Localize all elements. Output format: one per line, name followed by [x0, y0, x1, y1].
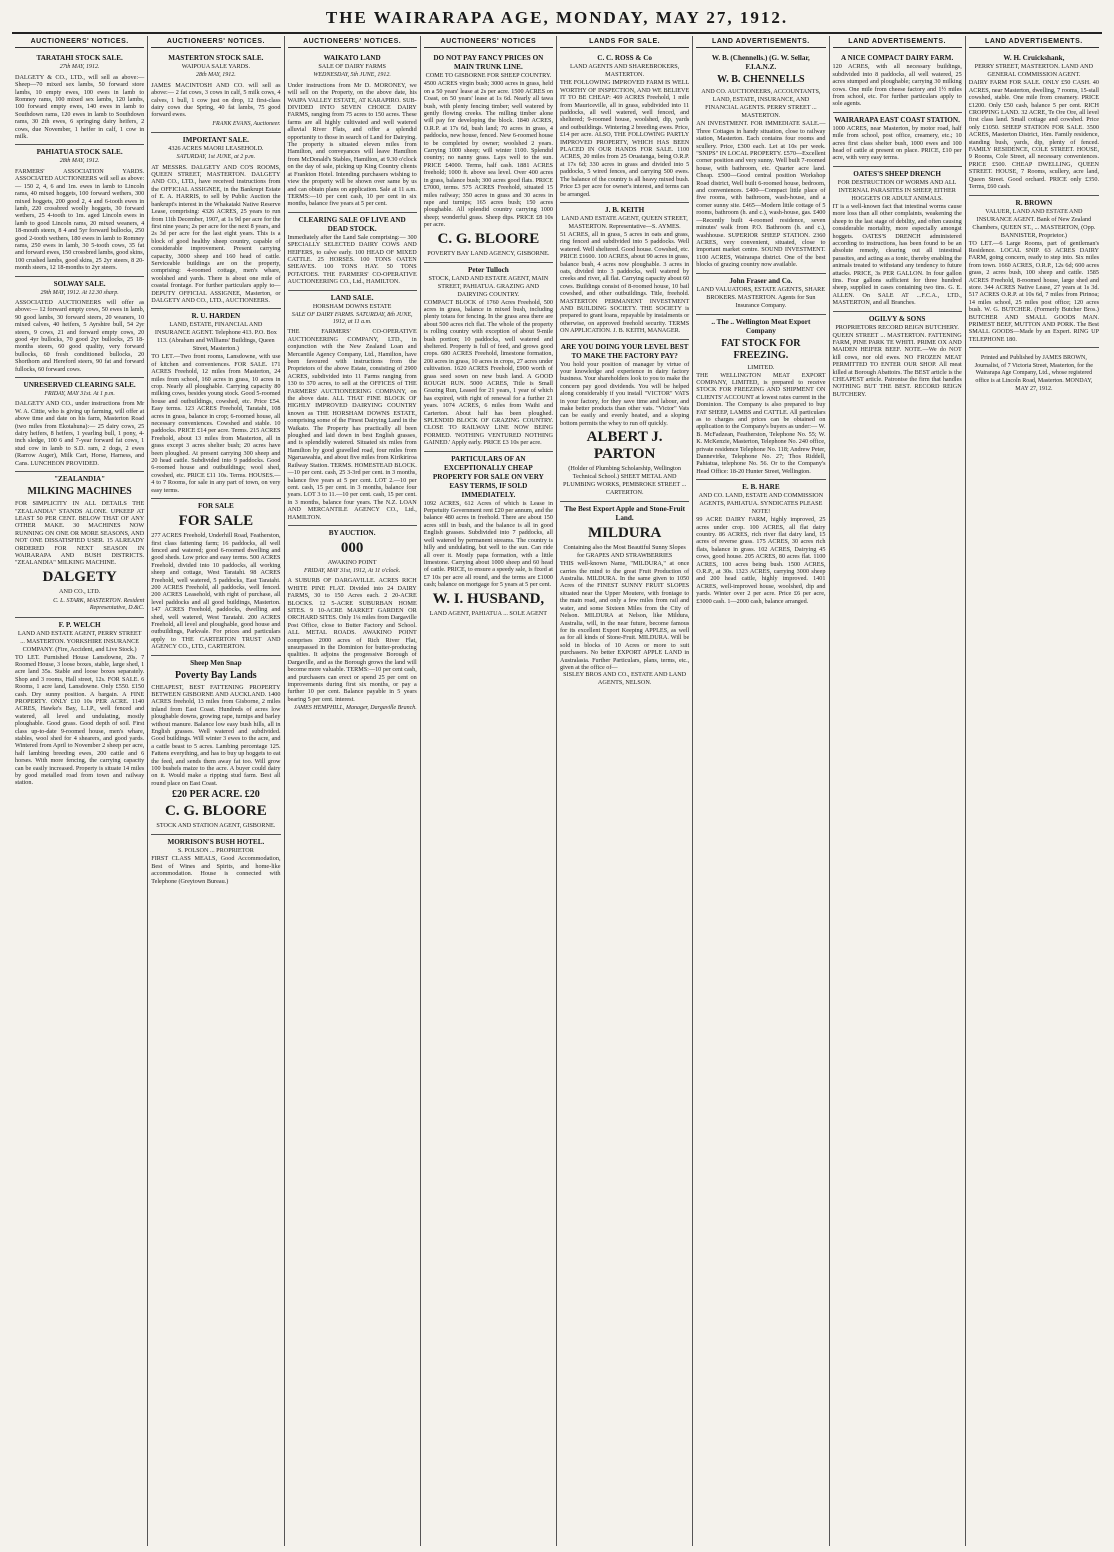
ad-subtitle: AND CO. LAND, ESTATE AND COMMISSION AGENTS, PAHIATUA. SYNDICATES PLEASE NOTE! [698, 492, 824, 516]
ad-title: TARATAHI STOCK SALE. [36, 54, 123, 63]
ad-firm-subtitle: SISLEY BROS AND CO., ESTATE AND LAND AGENTS, NELSON. [563, 671, 687, 687]
ad-title: R. U. HARDEN [191, 312, 241, 321]
ad-title: E. B. HARE [742, 483, 780, 492]
ad-body-text: AN INVESTMENT. FOR IMMEDIATE SALE.—Three Cottages in handy situation, close to railway station, Masterton. Each contains four rooms and scullery. Price, £300 each. Let at 10s per week. "SNIPS" IN LOCAL PROPERTY. £570—Excellent corner position and very sunny. Well built 7-roomed house, with bathroom, etc. Quarter acre land. Cheap. £500—Good central position Workshop Road district, Well built 6-roomed house, bedroom, and conveniences. £400—Compact little place of five rooms, with bathroom, wash-house, and a corner sunny site. £465—Modern little cottage of 5 rooms, bathroom (h. and c.), wash-house, gas. £400—Recently built 4-roomed residence, seven minutes' walk from P.O. Bathroom (h. and c.), washhouse. SUPERIOR SHEEP STATION. 2360 ACRES, very convenient, situated, close to important market centre. SOUND INVESTMENT. 1100 ACRES, Wairarapa district. One of the best blocks of grazing country now available. [696, 120, 826, 269]
ad-display-heading: 000 [340, 539, 364, 556]
ad-body-text: QUEEN STREET ... MASTERTON. FATTENING FARM, PINE PARK TE WHITI. PRIME OX AND MAIDEN HEIFER BEEF. NOTE.—We do NOT kill cows, nor old ewes. NO FROZEN MEAT PERMITTED TO ENTER OUR SHOP. All meat killed at Borough Abattoirs. The BEST article is the CHEAPEST article. Patronise the firm that handles NOTHING BUT THE BEST. RECORD REIGN BUTCHERY. [832, 331, 962, 398]
ad-body-text: 99 ACRE DAIRY FARM, highly improved, 25 acres under crop. 100 ACRES, all flat dairy country. 86 ACRES, rich river flat dairy land, 15 acres of reverse grass. 175 ACRES, 30 acres rich flats, balance in grass. 102 ACRES, Dairying 45 cows, good house. 205 ACRES, 80 acres flat. 1100 ACRES, 100 acres being bush. 1500 ACRES, O.R.P., at 30s. 1323 ACRES, carrying 3000 sheep and 200 head cattle, highly improved. 1401 ACRES, well-improved house, woolshed, dip and yards. Winter over 2 per acre. Price £6 per acre, £3000 cash. 1—2000 cash, balance arranged. [696, 516, 826, 605]
ad-date: 28th MAY, 1912. [59, 158, 100, 165]
ad-body-text: FIRST CLASS MEALS, Good Accommodation, Best of Wines and Spirits, and home-like accommodation. House is connected with Telephone (Greytown Bureau.) [151, 855, 281, 885]
advertisement [696, 315, 825, 481]
ad-subtitle: LAND, ESTATE, FINANCIAL AND INSURANCE AGENT. Telephone 413. P.O. Box 113. (Abraham and Williams' Buildings, Queen Street, Masterton.) [154, 321, 277, 353]
ad-title: W. H. Cruickshank, [1003, 54, 1065, 63]
ad-subtitle: 4326 ACRES MAORI LEASEHOLD. [168, 145, 264, 153]
column-heading: LANDS FOR SALE. [560, 36, 689, 48]
ad-title: A NICE COMPACT DAIRY FARM. [840, 54, 954, 63]
advertisement [288, 213, 417, 291]
ad-body-text: THE FARMERS' CO-OPERATIVE AUCTIONEERING COMPANY, LTD., in conjunction with the New Zealand Loan and Mercantile Agency Company, Ltd., Hamilton, have been favoured with instructions from the Proprietors of the above Estate, consisting of 2900 ACRES, subdivided into 11 Farms ranging from 130 to 370 acres, to sell at the OFFICES of THE FARMERS' AUCTIONEERING COMPANY, on the above date. ALL THAT FINE BLOCK OF HIGHLY IMPROVED DAIRYING COUNTRY known as THE HORSHAM DOWNS ESTATE, comprising some of the Finest Dairying Land in the Waikato. The Property has practically all been ploughed and laid down in best English grasses, and is splendidly watered. Situated six miles from Hamilton by good gravelled road, four miles from Ngaruawahia, and about five miles from Kirikiriroa Railway Station. TERMS. HOMESTEAD BLOCK.—10 per cent. cash, 25 3-3rd per cent. in 3 months, balance five years at 5 per cent. LOT 2.—10 per cent. cash, 15 per cent. in 3 months, balance four years. LOT 3 to 11.—10 per cent. cash, 15 per cent. in 3 months, balance four years. The N.Z. LOAN AND MERCANTILE AGENCY CO., Ltd., HAMILTON. [287, 328, 417, 521]
ad-title: WAIRARAPA EAST COAST STATION. [834, 115, 960, 124]
ad-firm-subtitle: STOCK AND STATION AGENT, GISBORNE. [156, 822, 276, 830]
column-heading: LAND ADVERTISEMENTS. [696, 36, 825, 48]
ad-title: "ZEALANDIA" [54, 475, 106, 484]
ad-subtitle: FOR DESTRUCTION OF WORMS AND ALL INTERNAL PARASITES IN SHEEP, EITHER HOGGETS OR ADULT ANIMALS. [837, 178, 957, 202]
ad-body-text: TO LET. Furnished House Lansdowne, 20s. 7 Roomed House, 3 loose boxes, stable, large shed, 1 acre land 35s. Stable and loose boxes separately. Shop and 3 rooms, Hall street, 12s. FOR SALE. 6 Rooms, 1 acre land, Lansdowne. Only £550. £150 cash. Dry sunny position. A bargain. A FINE PROPERTY. ONLY £10 10s PER ACRE. 1140 ACRES, Hawke's Bay, L.I.P., well fenced and watered, all level and undulating, mostly ploughable. Good grass. Good depth of soil. First class up-to-date 9-roomed house, men's whare, stables, wool shed for 4 shearers, and good yards. Wintered from April to November 2 sheep per acre, half lambing breeding ewes, 200 cattle and 6 horses. With more fencing, the carrying capacity can be easily increased. Property is situate 14 miles by good metalled road from town and railway station. [15, 653, 145, 787]
ad-subtitle: S. POLSON ... PROPRIETOR [177, 847, 254, 855]
ad-subtitle: WAIPOUA SALE YARDS. [181, 63, 251, 71]
ad-title: SOLWAY SALE. [53, 279, 106, 288]
ad-title: MORRISON'S BUSH HOTEL. [167, 838, 265, 847]
advertisement [288, 291, 417, 526]
ad-title: OATES'S SHEEP DRENCH [853, 169, 941, 178]
ad-display-heading: MILDURA [587, 525, 662, 542]
ad-subtitle: LAND AGENTS AND SHAREBROKERS, MASTERTON. [569, 63, 680, 79]
column-5 [557, 36, 693, 1546]
ad-title: .. The .. Wellington Meat Export Company [711, 317, 811, 335]
ad-title: PAHIATUA STOCK SALE. [36, 148, 123, 157]
column-7 [830, 36, 966, 1546]
advertisement [15, 378, 144, 472]
ad-title: John Fraser and Co. [729, 276, 793, 285]
ad-title: OGILVY & SONS [868, 314, 926, 323]
advertisement [560, 51, 689, 203]
ad-body-text: IT is a well-known fact that intestinal worms cause more loss than all other complaints, weakening the sheep to the last stage of debility, and often causing considerable mortality, more especially amongst hoggets. OATES'S DRENCH administered according to instructions, has been found to be an absolute remedy, clearing out all intestinal parasites, and acting as a tonic, thereby enabling the animals treated to withstand any tendency to future attacks. PRICE, 3s PER GALLON. In four gallon tins. Four gallons sufficient for three hundred sheep, supplied in cases containing two tins. G. E. ALLEN. On SALE AT ...F.C.A., LTD., MASTERTON, and all Branches. [832, 202, 962, 307]
ad-body-text: DALGETY AND CO., under instructions from Mr W. A. Cittie, who is giving up farming, will offer at above time and date on his farm, Masterton Road (two miles from Ekotahuna):— 25 dairy cows, 25 dairy heifers, 8 heifers, 1 yearling bull, 1 pony, 4-inch sledge, 100 6 and 7-year forward fat cows, 1 stud cow in lamb to S.D. ram, 2 dogs, 2 ewes (Rarrow Auger), Milk Cart, Horse, Harness, and Cans. LUNCHEON PROVIDED. [15, 400, 145, 467]
ad-display-heading: MILKING MACHINES [27, 486, 132, 498]
ad-body-text: DAIRY FARM FOR SALE. ONLY £50 CASH. 40 ACRES, near Masterton, dwelling, 7 rooms, 15-stall cowshed, stable. One mile from creamery. PRICE £1200. Only £50 cash, balance 5 per cent. RICH CROPPING LAND. 32 ACRE, Te Ore Ore, all level first class land. Small cottage and cowshed. Price only £1050. SHEEP STATION FOR SALE. 3500 ACRES, Masterton District, 16m. Family residence, standing bush, yards, dip, plenty of fenced. FAMILY RESIDENCE, COLE STREET. HOUSE, 9 Rooms, Cole Street, all necessary conveniences. PRICE £500. CHEAP DWELLING, QUEEN STREET. HOUSE, 7 Rooms, scullery, acre land, Queen Street. Good orchard. PRICE only £350. Terms, £60 cash. [968, 79, 1099, 191]
ad-subtitle: PROPRIETORS RECORD REIGN BUTCHERY. [835, 323, 959, 331]
ad-body-text: COMPACT BLOCK of 1760 Acres Freehold, 500 acres in grass, balance in mixed bush, including plenty totara for fencing. In the grass area there are about 500 acres rich flat. The whole of the property is rolling country with exception of about 9-mile bush portion; 10 paddocks, well watered and sheltered. Property is full of feed, and grows good crops. 680 ACRES Freehold, limestone formation, 200 acres in grass, 10 acres in crops, 27 acres under cultivation. 1620 ACRES Freehold, £900 worth of grass seed sown on new bush land. A GOOD ROUGH RUN. 5000 ACRES, Title is Small Grazing Run, Leased for 21 years, 1 year of which has expired, with right of renewal for a further 21 years. 1074 ACRES, 6 miles from Waihi and Carterton. About half has been ploughed. SPLENDID BLOCK OF GRAZING COUNTRY. CLOSE TO RAILWAY LINE NOW BEING FORMED. 'NOTHING VENTURED NOTHING GAINED.' Apply early. PRICE £3 10s per acre. [423, 298, 553, 447]
ad-subtitle: STOCK, LAND AND ESTATE AGENT, MAIN STREET, PAHIATUA. GRAZING AND DAIRYING COUNTRY. [428, 274, 549, 298]
ad-firm-name: ALBERT J. PARTON [586, 429, 663, 463]
advertisement [424, 51, 553, 262]
ad-body-text: AT MESSRS. DALGETY AND CO'S ROOMS, QUEEN STREET, MASTERTON. DALGETY AND CO., LTD., have received instructions from the OFFICIAL ASSIGNEE, in the Bankrupt Estate of E. A. HARRIS, to sell by Public Auction the bankrupt's interest in the Whakataki Native Reserve Lease, comprising: 4326 ACRES, 25 years to run from 11th December, 1907, at 1s 9d per acre for the first nine years; 2s per acre for the next 8 years, and 2s 3d per acre for the last eight years. This is a block of good healthy sheep country, capable of considerable improvement. Present carrying capacity, 3000 sheep and 160 head of cattle. Serviceable buildings are on the property, comprising: 4-roomed cottage, men's whare, woolshed and yards. There is about one mile of coastal frontage. For further particulars apply to— DEPUTY OFFICIAL ASSIGNEE, Masterton, or DALGETY AND CO., LTD., AUCTIONEERS. [151, 163, 281, 304]
advertisement [969, 196, 1099, 349]
ad-title: BY AUCTION. [328, 528, 376, 537]
ad-body-text: You hold your position of manager by virtue of your knowledge and experience in dairy factory business. Your shareholders look to you to make the concern pay good dividends. You will be helped along considerably if you install "VICTOR" VATS in your factory, for they save time and labour, and make better products than other vats. "Victor" Vats can be easily and evenly heated, and a sloping bottom permits the whey to run off quickly. [560, 360, 690, 427]
ad-firm-name: W. I. HUSBAND, [432, 590, 545, 607]
ad-firm-name: DALGETY [42, 568, 117, 585]
advertisement [424, 452, 553, 622]
masthead: THE WAIRARAPA AGE, MONDAY, MAY 27, 1912. [12, 4, 1102, 34]
ad-subtitle: LIMITED. [747, 363, 775, 371]
column-heading: AUCTIONEERS' NOTICES. [151, 36, 280, 48]
ad-body-text: DALGETY & CO., LTD., will sell as above:— Sheep—70 mixed sex lambs, 50 forward store lambs, 10 empty ewes, 100 ewes in lamb to Romney rams, 100 mixed sex lambs, 120 lambs, 100 forward empty ewes, 140 ewes in lamb to Southdown rams, 120 ewes in lamb to Southdown rams, 30 2th ewes, 6 springing dairy heifers, 2 cows, due November, 1 heifer in calf, 1 cow in milk. [15, 73, 145, 141]
ad-date: SALE OF DAIRY FARMS. SATURDAY, 8th JUNE, 1912, at 11 a.m. [291, 311, 413, 325]
ad-signature: C. L. STARK, MASTERTON. Resident Representative, D.&C. [53, 597, 145, 612]
ad-display-heading: FAT STOCK FOR FREEZING. [721, 337, 801, 361]
ad-subtitle: AND CO. AUCTIONEERS, ACCOUNTANTS, LAND, ESTATE, INSURANCE, AND FINANCIAL AGENTS. PERRY STREET ... MASTERTON. [701, 88, 821, 120]
ad-subtitle: LAND AND ESTATE AGENT, QUEEN STREET, MASTERTON. Representative—S. AYMES. [561, 214, 688, 230]
advertisement [969, 348, 1099, 397]
printer-imprint: Printed and Published by JAMES BROWN, Journalist, of 7 Victoria Street, Masterton, for the Wairarapa Age Company, Ltd., whose registered office is at Lincoln Road, Masterton. MONDAY, MAY 27, 1912. [974, 355, 1093, 392]
ad-title: F. P. WELCH [58, 620, 101, 629]
ad-body-text: 120 ACRES, with all necessary buildings, subdivided into 8 paddocks, all well watered, 25 acres stumped and ploughable; carrying 30 milking cows. One mile from cheese factory and 1½ miles from school, etc. For further particulars apply to sole agents. [832, 63, 962, 108]
ad-title: The Best Export Apple and Stone-Fruit Land. [564, 505, 686, 523]
ad-price: £20 PER ACRE. £20 [171, 789, 260, 801]
ad-display-heading: Poverty Bay Lands [175, 669, 257, 681]
ad-title: CLEARING SALE OF LIVE AND DEAD STOCK. [298, 215, 406, 233]
ad-signature: JAMES HEMPHILL, Manager, Dargaville Branch. [293, 705, 417, 712]
ad-body-text: JAMES MACINTOSH AND CO. will sell as above:— 2 fat cows, 3 cows in calf, 5 milk cows, 4 calves, 1 bull, 1 cow just on drop, 12 first-class dairy cows due Spring, 40 fat lambs, 75 good forward ewes. [151, 81, 281, 119]
advertisement [15, 472, 144, 617]
advertisement [833, 51, 962, 112]
ad-body-text: Under instructions from Mr D. MORONEY, we will sell on the Property, on the above date, his WAIPA VALLEY ESTATE, AT KARAPIRO. SUB-DIVIDED INTO SEVEN CHOICE DAIRY FARMS, ranging from 75 acres to 150 acres. These farms are all highly cultivated and well watered alluvial River Flats, and offer a splendid opportunity to those in search of Land for Dairying. The property is situated eleven miles from Hamilton, and conveyances will leave Hamilton from McDonald's Stables, Hamilton, at 9.30 o'clock on the day of sale, picking up King Country clients at Frankton Hotel. Intending purchasers wishing to view the property will be shown over same by us and can obtain plans on application. Sale at 11 a.m. TERMS:—10 per cent cash, 10 per cent in six months, balance five years at 5 per cent. [287, 81, 417, 208]
advertisement [969, 51, 1099, 195]
column-heading: AUCTIONEERS' NOTICES. [15, 36, 144, 48]
advertisement [151, 835, 280, 889]
ad-display-heading: W. B. CHENNELLS [717, 74, 805, 86]
ad-signature: FRANK EVANS, Auctioneer. [212, 120, 281, 127]
ad-title: IMPORTANT SALE. [182, 136, 249, 145]
ad-title: FOR SALE [198, 502, 234, 511]
column-6 [693, 36, 829, 1546]
ad-date: 28th MAY, 1912. [195, 72, 236, 79]
advertisement [151, 499, 280, 656]
advertisement [151, 133, 280, 309]
ad-title: DO NOT PAY FANCY PRICES ON MAIN TRUNK LINE. [433, 54, 544, 72]
ad-subtitle: HORSHAM DOWNS ESTATE [312, 302, 392, 310]
ad-subtitle: LAND AND ESTATE AGENT, PERRY STREET ... MASTERTON. YORKSHIRE INSURANCE COMPANY. (Fire, Accident, and Live Stock.) [17, 629, 142, 653]
ad-subtitle: PERRY STREET, MASTERTON. LAND AND GENERAL COMMISSION AGENT. [974, 63, 1094, 79]
advertisement [15, 277, 144, 378]
column-1 [12, 36, 148, 1546]
ad-date: 29th MAY, 1912. At 12.30 sharp. [40, 289, 119, 296]
advertisement [15, 51, 144, 145]
ad-date: FRIDAY, MAY 31st, 1912, At 11 o'clock. [304, 567, 401, 574]
column-heading: AUCTIONEERS' NOTICES [424, 36, 553, 48]
ad-subtitle: SALE OF DAIRY FARMS [318, 63, 386, 71]
ad-body-text: 1092 ACRES, 612 Acres of which is Lease in Perpetuity Government rent £20 per annum, and the balance 480 acres in freehold. There are about 150 acres still in bush, and the balance is all in good English grasses. Subdivided into 7 paddocks, all well watered by permanent streams. The country is hilly and undulating, but well to the sun. Can ride all over it. Mostly papa formation, with a little limestone. Carrying about 1000 sheep and 60 head of cattle. PRICE, to ensure a speedy sale, is fixed at £7 10s per acre all round, and the terms are £1000 cash; balance on mortgage for 5 years at 5 per cent. [423, 499, 553, 589]
ad-subtitle: AWAKINO POINT [327, 558, 377, 566]
ad-body-text: TO LET.—Two front rooms, Lansdowne, with use of kitchen and conveniences. FOR SALE. 171 ACRES Freehold, 12 miles from Masterton, 24 miles from school, 160 acres in grass, 10 acres in crop. Nearly all ploughable. Carrying capacity 80 milking cows, besides young stock. Good 5-roomed house and outbuildings, cowshed, etc. Price £54. Easy terms. 123 ACRES Freehold, Taratahi, 108 acres in grass, balance in crop; 6-roomed house, all necessary conveniences. Cowshed and stable. 10 paddocks. PRICE £14 per acre. Terms. 215 ACRES Freehold, about 13 miles from Masterton, all in grass except 3 acres shelter bush; 20 acres have been ploughed. At present carrying 300 sheep and 20 head cattle. Subdivided into 9 paddocks. Good 6-roomed house and outbuildings; wool shed, cowshed, etc. PRICE £11 10s. Terms. HOUSES.—4 to 7 Rooms, for sale in any part of town, on very easy terms. [151, 353, 281, 494]
ad-date: SATURDAY, 1st JUNE, at 2 p.m. [176, 154, 256, 161]
ad-body-text: 277 ACRES Freehold, Underhill Road, Featherston, first class fattening farm; 16 paddocks, all well fenced and watered; good 6-roomed dwelling and good sheds. Low price and easy terms. 500 ACRES Freehold, divided into 10 paddocks, all working sheep and cottage, West Taratahi. 98 ACRES Freehold, well watered, 5 paddocks, East Taratahi. 200 ACRES Freehold, all paddocks, well fenced. 200 ACRES Leasehold, with right of purchase, all level paddocks and all good buildings, Masterton. 147 ACRES Freehold, paddocks, dwelling and shed, well watered, West Taratahi. 200 ACRES Freehold, all level and ploughable, good house and outbuildings, Parkvale. For prices and particulars apply to THE CARTERTON TRUST AND AGENCY CO., LTD., CARTERTON. [151, 532, 281, 651]
ad-title: C. C. ROSS & Co [597, 54, 652, 63]
advertisement [833, 113, 962, 167]
ad-body-text: FOR SIMPLICITY IN ALL DETAILS THE "ZEALANDIA" STANDS ALONE. UPKEEP AT LEAST 50 PER CENT. BELOW THAT OF ANY OTHER MAKE. 30 MACHINES NOW RUNNING ON ONE OR MORE SEASONS, AND NOT ONE DISSATISFIED USER. 15 ALREADY ORDERED FOR NEXT SEASON IN WAIRARAPA AND BUSH DISTRICTS. "ZEALANDIA" MILKING MACHINE. [15, 500, 145, 567]
ad-display-heading: FOR SALE [178, 513, 254, 530]
ad-body-text: THIS well-known Name, "MILDURA," at once carries the mind to the great Fruit Production of Australia. MILDURA. In the same given to 1050 Acres of the FINEST SUNNY FRUIT SLOPES situated near the Upper Moutere, with frontage to the main road, and only a few miles from rail and water, and some Sixteen Miles from the City of Nelson. MILDURA at Nelson, like Mildura, Australia, will, in the near future, become famous for its excellent Export Keeping APPLES, as well as for all kinds of Stone-Fruit. MILDURA. Will be sold in blocks of 10 Acres or more to suit purchasers. No better EXPORT APPLE LAND in Australasia. Further Particulars, plans, terms, etc., given at the office of— [560, 560, 690, 671]
advertisement [560, 340, 689, 503]
advertisement [151, 656, 280, 836]
ad-body-text: Immediately after the Land Sale comprising:— 300 SPECIALLY SELECTED DAIRY COWS AND HEIFERS, to calve early. 100 HEAD OF MIXED CATTLE. 25 HORSES. 100 TONS OATEN SHEAVES. 100 TONS HAY. 50 TONS POTATOES. THE FARMERS' CO-OPERATIVE AUCTIONEERING CO., Ltd., HAMILTON. [287, 233, 417, 286]
ad-body-text: TO LET.—6 Large Rooms, part of gentleman's Residence. LOCAL SNIP. 63 ACRES DAIRY FARM, going concern, ready to step into. Six miles from town. 1660 ACRES, O.R.P., 12s 6d; 600 acres grass, 2 acres bush, 100 sheep and cattle. 1585 ACRES Freehold, 8-roomed house, large shed and store. 344 ACRES Native Lease, 27 years at 1s 3d. 517 ACRES O.R.P. at 10s 6d, 7 miles from Pirinoa; 14 miles school, 25 miles post office; 120 acres bush. W. G. BUTCHER. (Formerly Butcher Bros.) BUTCHER AND SMALL GOODS MAN. PRIMEST BEEF, MUTTON AND PORK. The Best SMALL GOODS—Made by an Expert. RING UP TELEPHONE 180. [968, 239, 1099, 343]
column-heading: AUCTIONEERS' NOTICES. [288, 36, 417, 48]
advertisement [696, 274, 825, 315]
advertisement [151, 309, 280, 499]
ad-body-text: 4500 ACRES virgin bush; 3000 acres in grass, held on a 50 years' lease at 2s per acre. 1500 ACRES on Coast, on 50 years' lease at 1s 6d. Nearly all tawa bush, with plenty fencing timber; well watered by gently flowing creeks. The milling timber alone will pay for developing the block. 1840 ACRES, O.R.P. at 17s 6d, bush land; 70 acres in grass, 4 paddocks, new house, fenced. New 6-roomed house to be completed by owner; woolshed 2 years. Carrying 1000 sheep; will winter 1100. Splendid country; no nanny grass. Lays well to the sun. PRICE £4000. Terms, half cash. 1881 ACRES freehold; 1000 ft. above sea level. Over 400 acres in grass, balance bush; 300 acres good flats. PRICE £7000, terms. 575 ACRES Freehold, situated 15 miles railway; 350 acres in grass and 30 acres in rape and turnips; 165 acres bush; 150 acres ploughable. All splendid country carrying 1000 sheep; wonderful grass. Sheep dips. PRICE £8 10s per acre. [423, 80, 553, 229]
ad-title: WAIKATO LAND [323, 54, 381, 63]
advertisement [288, 526, 417, 717]
ad-firm-subtitle: AND CO., LTD. [59, 587, 101, 595]
ad-body-text: 51 ACRES, all in grass, 5 acres in oats and grass, ring fenced and subdivided into 5 paddocks. Well watered. Well sheltered. Good house. Cowshed, etc. PRICE £1600. 100 ACRES, about 90 acres in grass, balance bush, 4 acres now ploughable. 3 acres in oats, divided into 3 paddocks, well watered by creeks and river, all flat. Carrying capacity about 60 cows. Buildings consist of 8-roomed house, 10 bail cowshed, and other outbuildings. Title, freehold. MASTERTON PERMANENT INVESTMENT AND BUILDING SOCIETY. THE SOCIETY is prepared to grant loans, repayable by instalments or otherwise, on approved freehold security. TERMS ON APPLICATION. J. B. KEITH, MANAGER. [560, 230, 690, 335]
ad-body-text: A SUBURB OF DARGAVILLE. ACRES RICH WHITE PINE FLAT. Divided into 24 DAIRY FARMS, 30 to 150 Acres each. 2 20-ACRE BLOCKS. 12 5-ACRE SUBURBAN HOME SITES. 9 10-ACRE MARKET GARDEN OR ORCHARD SITES. Only 1¼ miles from Dargaville Post Office, close to Butter Factory and School. ALL METAL ROADS. AWAKINO POINT comprises 2000 acres of Rich River Flat, unsurpassed in the Dominion for butter-producing qualities. It adjoins the progressive Borough of Dargaville, and as the Borough grows the land will become more valuable. TERMS:—10 per cent cash, and purchasers can erect or spend 25 per cent on improvements during first six months, or pay a further 10 per cent. Balance payable in 5 years bearing 5 per cent. interest. [287, 577, 417, 703]
columns [12, 36, 1102, 1546]
advertisement [15, 618, 144, 791]
ad-subtitle: Containing also the Most Beautiful Sunny Slopes for GRAPES AND STRAWBERRIES [563, 544, 686, 560]
ad-body-text: THE FOLLOWING IMPROVED FARM IS WELL WORTHY OF INSPECTION, AND WE BELIEVE IT TO BE CHEAP: 469 ACRES Freehold, 1 mile from Mauriceville, all in grass, subdivided into 11 paddocks, all well watered, well fenced, and sheltered; 9-roomed house, woolshed, dip, yards and outbuildings. Wintering 2 breeding ewes. Price, £14 per acre. ALSO, THE FOLLOWING PARTLY IMPROVED PROPERTY, WHICH HAS BEEN PLACED IN OUR HANDS FOR SALE. 1100 ACRES, 20 miles from 25 Oruatanga, being O.R.P. at 17s 6d; 330 acres in grass and divided into 5 paddocks, 5 wired fences, and carrying 500 ewes. The balance of the country is all heavy mixed bush. Price £3 per acre for owner's interest, and terms can be arranged. [560, 79, 690, 198]
ad-title: R. BROWN [1015, 198, 1053, 207]
ad-title: Sheep Men Snap [190, 658, 242, 667]
ad-body-text: CHEAPEST, BEST FATTENING PROPERTY BETWEEN GISBORNE AND AUCKLAND. 1400 ACRES freehold, 13 miles from Gisborne, 2 miles inland from East Coast. Hundreds of acres low ploughable downs, growing rape, turnips and barley without manure. Balance low easy bush hills, all in English grasses. Well watered and subdivided. Good buildings. Will winter 3 ewes to the acre, and a cattle beast to 5 acres. Lambing percentage 125. Fattens everything, and has to buy up hoggets to eat the feed, and sends them away fat too. Will grow 100 bushels maize to the acre. A buyer could dairy on it. Would make a ripping stud farm. Best all round place on East Coast. [151, 683, 281, 787]
column-4 [421, 36, 557, 1546]
ad-body-text: FARMERS' ASSOCIATION YARDS. ASSOCIATED AUCTIONEERS will sell as above:— 150 2, 4, 6 and 1m. ewes in lamb to Lincoln rams, 40 mixed hoggets, 100 forward wethers, 300 mixed hoggets, 200 good 2, 4 and 6-tooth ewes in lamb, 220 crossbred woolly hoggets, 30 forward wethers, 25 4-tooth to 1m. aged Lincoln ewes in lamb to good Lincoln rams, 20 mixed weaners, 4 18-mouth steers, 8 4 and 5yr forward bullocks, 250 good 2-tooth wethers, 180 ewes in lamb to Romney rams, 250 ewes in lamb, 30 5-tooth cows, 35 fat and forward ewes, 150 crossbred lambs, good skins, 100 crushed lambs, good skins, 25 2yr steers, 8 20-month steers, 12 18-months to 2yr steers. [15, 167, 145, 272]
advertisement [424, 263, 553, 452]
ad-date: WEDNESDAY, 5th JUNE, 1912. [313, 72, 391, 79]
advertisement [288, 51, 417, 212]
ad-title: J. B. KEITH [605, 205, 645, 214]
ad-title: MASTERTON STOCK SALE. [168, 54, 264, 63]
column-3 [285, 36, 421, 1546]
ad-firm-name: C. G. BLOORE [437, 230, 540, 247]
ad-firm-subtitle: LAND AGENT, PAHIATUA ... SOLE AGENT [429, 609, 548, 617]
ad-body-text: ASSOCIATED AUCTIONEERS will offer as above:— 12 forward empty cows, 50 ewes in lamb, 90 good lambs, 30 forward steers, 20 weaners, 10 mixed calves, 40 heifers, 5 Ayrshire bull, 54 2yr steers, 9 cows, 21 and forward empty cows, 20 good 4yr bullocks, 70 good 2yr bullocks, 25 18-months steers, 60 good quality, very forward bullocks, 60 fresh conditioned bullocks, 20 Shorthorn and Hereford steers, 90 fat and forward fullocks, 60 forward cows. [15, 298, 145, 373]
ad-body-text: 1000 ACRES, near Masterton, by motor road, half mile from school, post office, creamery, etc.; 10 acres first class shelter bush, 1000 ewes and 100 head of cattle at present on place. PRICE, £10 per acre, with very easy terms. [832, 124, 962, 162]
advertisement [696, 480, 825, 609]
ad-firm-subtitle: POVERTY BAY LAND AGENCY, GISBORNE. [427, 249, 550, 257]
advertisement [151, 51, 280, 133]
ad-title: W. B. (Chennells.) (G. W. Sellar, F.I.A.N.Z. [711, 54, 810, 72]
ad-body-text: THE WELLINGTON MEAT EXPORT COMPANY, LIMITED, is prepared to receive STOCK FOR FREEZING AND SHIPMENT ON CLIENTS' ACCOUNT at lowest rates current in the Dominion. The Company is also prepared to buy FAT SHEEP, LAMBS and CATTLE. All particulars as to charges and prices can be obtained on application to the Company's buyers as under:— W. B. McFadzean, Featherston, Telephone No. 55; W. K. McKenzie, Masterton, Telephone No. 240 office, private residence Telephone No. 118; Andrew Peter, Dannevirke, Telephone No. 27; Thos Riddell, Pahiatua, telephone No. 56. Or to the Company's Head Office: 18-20 Hunter Street, Wellington. [696, 371, 826, 475]
column-8 [966, 36, 1102, 1546]
ad-subtitle: VALUER, LAND AND ESTATE AND INSURANCE AGENT. Bank of New Zealand Chambers, QUEEN ST., ... MASTERTON, (Opp. BANNISTER, Proprietor.) [972, 207, 1096, 239]
ad-title: Peter Tulloch [467, 265, 509, 274]
ad-title: UNRESERVED CLEARING SALE. [23, 381, 136, 390]
ad-subtitle: LAND VALUATORS, ESTATE AGENTS, SHARE BROKERS. MASTERTON. Agents for Sun Insurance Company. [696, 285, 826, 309]
advertisement [833, 312, 962, 403]
column-heading: LAND ADVERTISEMENTS. [833, 36, 962, 48]
ad-date: FRIDAY, MAY 31st. At 1 p.m. [44, 391, 115, 398]
ad-subtitle: COME TO GISBORNE FOR SHEEP COUNTRY. [425, 72, 552, 80]
ad-title: ARE YOU DOING YOUR LEVEL BEST TO MAKE THE FACTORY PAY? [560, 342, 689, 360]
ad-firm-name: C. G. BLOORE [165, 803, 267, 820]
advertisement [560, 203, 689, 340]
advertisement [15, 145, 144, 276]
advertisement [560, 502, 689, 691]
ad-date: 27th MAY, 1912. [59, 64, 100, 71]
advertisement [696, 51, 825, 273]
ad-firm-subtitle: (Holder of Plumbing Scholarship, Wellington Technical School.) SHEET METAL AND PLUMBING WORKS, PEMBROKE STREET ... CARTERTON. [563, 465, 687, 497]
advertisement [833, 167, 962, 312]
ad-title: PARTICULARS OF AN EXCEPTIONALLY CHEAP PROPERTY FOR SALE ON VERY EASY TERMS, IF SOLD IMMEDIATELY. [432, 454, 544, 499]
ad-title: LAND SALE. [330, 293, 374, 302]
column-2 [148, 36, 284, 1546]
column-heading: LAND ADVERTISEMENTS. [969, 36, 1099, 48]
